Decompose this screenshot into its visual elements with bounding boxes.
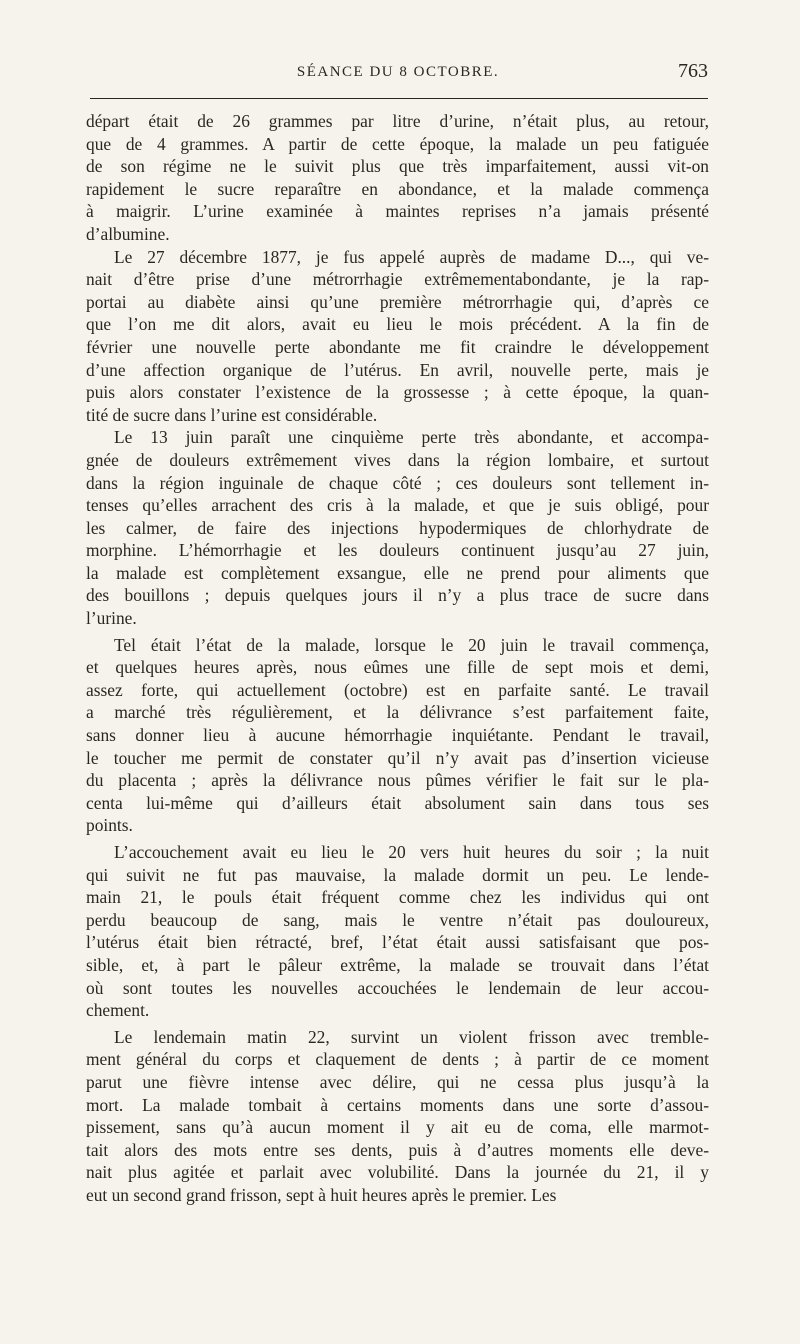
body-text	[86, 110, 709, 1207]
text-line: tait alors des mots entre ses dents, puis à d’autres moments elle deve-	[86, 1139, 709, 1160]
text-line: l’utérus était bien rétracté, bref, l’état était aussi satisfaisant que pos-	[86, 932, 709, 953]
text-line: sans donner lieu à aucune hémorrhagie inquiétante. Pendant le travail,	[86, 725, 709, 746]
text-line: gnée de douleurs extrêmement vives dans la région lombaire, et surtout	[86, 449, 709, 470]
text-line: L’accouchement avait eu lieu le 20 vers huit heures du soir ; la nuit	[114, 842, 709, 862]
paragraph	[86, 1026, 709, 1207]
text-line: Tel était l’état de la malade, lorsque le 20 juin le travail commença,	[114, 634, 709, 655]
text-line: des bouillons ; depuis quelques jours il n’y a plus trace de sucre dans	[86, 585, 709, 606]
paragraph	[86, 634, 709, 837]
running-title: SÉANCE DU 8 OCTOBRE.	[296, 64, 500, 80]
text-line: perdu beaucoup de sang, mais le ventre n’était pas douloureux,	[86, 909, 709, 930]
text-line: tenses qu’elles arrachent des cris à la malade, et que je suis obligé, pour	[86, 495, 709, 516]
text-line: pissement, sans qu’à aucun moment il y ait eu de coma, elle marmot-	[86, 1117, 709, 1138]
text-line: qui suivit ne fut pas mauvaise, la malade dormit un peu. Le lende-	[86, 864, 709, 885]
text-line: main 21, le pouls était fréquent comme chez les individus qui ont	[86, 887, 709, 908]
text-line: sible, et, à part le pâleur extrême, la malade se trouvait dans l’état	[86, 954, 709, 975]
text-line: rapidement le sucre reparaître en abondance, et la malade commença	[86, 178, 709, 199]
text-line: portai au diabète ainsi qu’une première métrorrhagie qui, d’après ce	[86, 291, 709, 312]
text-line: parut une fièvre intense avec délire, qui ne cessa plus jusqu’à la	[86, 1071, 709, 1092]
text-line: chement.	[86, 1000, 150, 1021]
text-line: points.	[86, 815, 133, 836]
text-line: centa lui-même qui d’ailleurs était absolument sain dans tous ses	[86, 792, 709, 813]
text-line: mort. La malade tombait à certains moments dans une sorte d’assou-	[86, 1094, 709, 1115]
text-line: que de 4 grammes. A partir de cette époque, la malade un peu fatiguée	[86, 133, 709, 154]
running-header	[88, 60, 708, 86]
text-line: assez forte, qui actuellement (octobre) est en parfaite santé. Le travail	[86, 679, 709, 700]
text-line: où sont toutes les nouvelles accouchées le lendemain de leur accou-	[86, 977, 709, 998]
text-line: Le 13 juin paraît une cinquième perte très abondante, et accompa-	[114, 427, 709, 448]
text-line: nait plus agitée et parlait avec volubilité. Dans la journée du 21, il y	[86, 1162, 709, 1183]
text-line: nait d’être prise d’une métrorrhagie extrêmementabondante, je la rap-	[86, 269, 709, 290]
text-line: les calmer, de faire des injections hypodermiques de chlorhydrate de	[86, 517, 709, 538]
text-line: Le lendemain matin 22, survint un violent frisson avec tremble-	[114, 1026, 709, 1047]
text-line: que l’on me dit alors, avait eu lieu le mois précédent. A la fin de	[86, 314, 709, 335]
header-rule	[90, 98, 708, 99]
text-line: d’albumine.	[86, 223, 170, 244]
text-line: puis alors constater l’existence de la grossesse ; à cette époque, la quan-	[86, 382, 709, 403]
paragraph	[86, 426, 709, 629]
text-line: tité de sucre dans l’urine est considérable.	[86, 404, 378, 425]
text-line: et quelques heures après, nous eûmes une fille de sept mois et demi,	[86, 657, 709, 678]
text-line: le toucher me permit de constater qu’il n’y avait pas d’insertion vicieuse	[86, 747, 709, 768]
text-line: a marché très régulièrement, et la délivrance s’est parfaitement faite,	[86, 702, 709, 723]
text-line: dans la région inguinale de chaque côté ; ces douleurs sont tellement in-	[86, 472, 709, 493]
text-line: février une nouvelle perte abondante me fit craindre le développement	[86, 336, 709, 357]
text-line: du placenta ; après la délivrance nous pûmes vérifier le fait sur le pla-	[86, 770, 709, 791]
paragraph	[86, 246, 709, 427]
text-line: départ était de 26 grammes par litre d’urine, n’était plus, au retour,	[86, 111, 709, 131]
text-line: morphine. L’hémorrhagie et les douleurs continuent jusqu’au 27 juin,	[86, 540, 709, 561]
paragraph	[86, 841, 709, 1022]
text-line: la malade est complètement exsangue, elle ne prend pour aliments que	[86, 562, 709, 583]
text-line: l’urine.	[86, 608, 137, 629]
text-line: eut un second grand frisson, sept à huit heures après le premier. Les	[86, 1184, 557, 1205]
text-line: Le 27 décembre 1877, je fus appelé auprès de madame D..., qui ve-	[114, 246, 709, 267]
text-line: de son régime ne le suivit plus que très imparfaitement, aussi vit-on	[86, 156, 709, 177]
text-line: à maigrir. L’urine examinée à maintes reprises n’a jamais présenté	[86, 201, 709, 222]
text-line: ment général du corps et claquement de dents ; à partir de ce moment	[86, 1049, 709, 1070]
paragraph	[86, 110, 709, 246]
text-line: d’une affection organique de l’utérus. En avril, nouvelle perte, mais je	[86, 359, 709, 380]
page-number: 763	[678, 60, 708, 82]
